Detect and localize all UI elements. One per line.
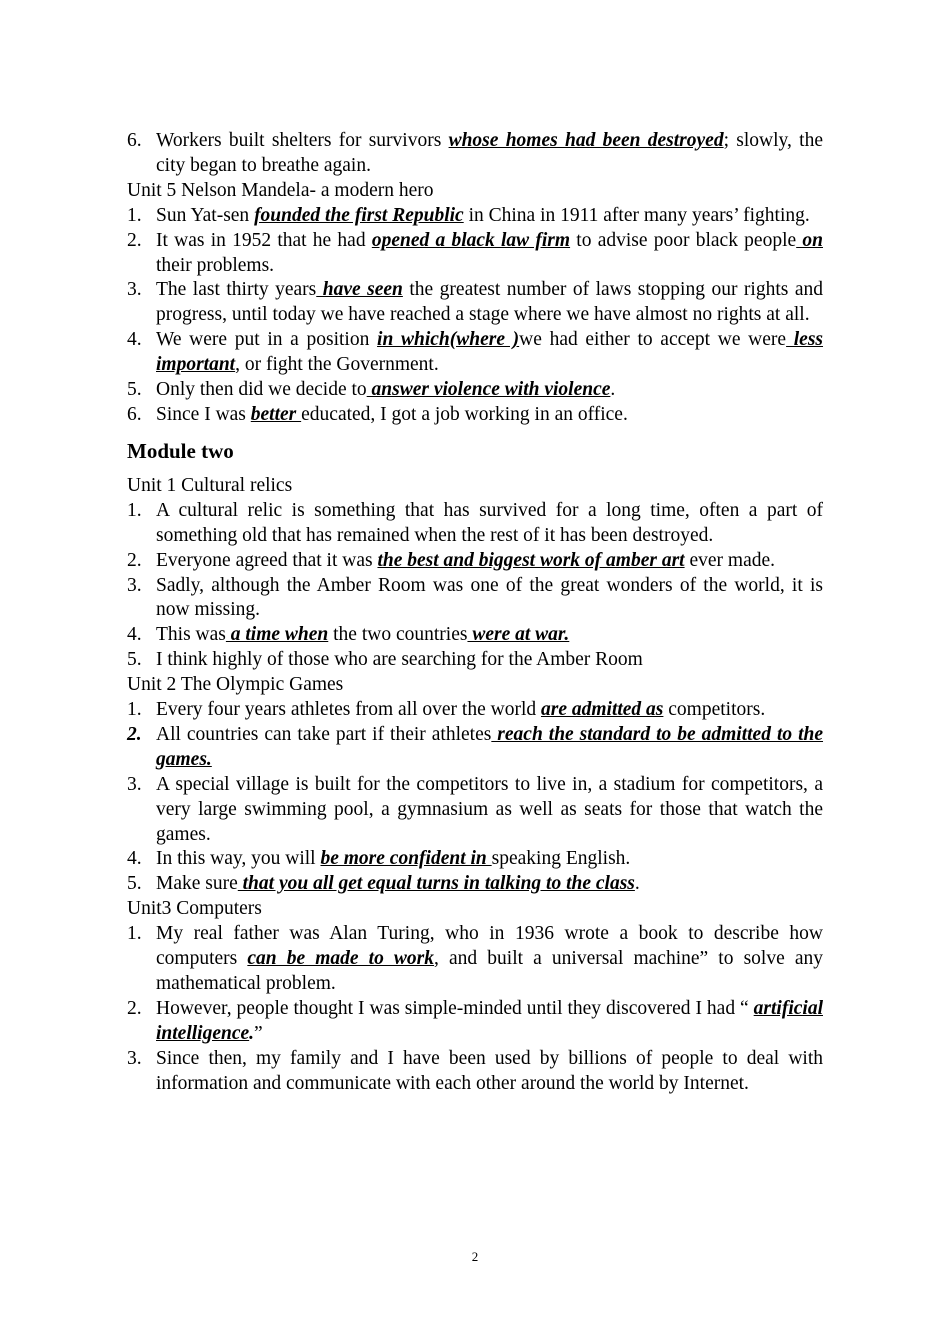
list-item: 5. I think highly of those who are searching for the Amber Room (127, 648, 823, 673)
key-phrase: that you all get equal turns in talking to the class (237, 873, 635, 895)
list-item: 6. Since I was better educated, I got a job working in an office. (127, 403, 823, 428)
page-number: 2 (471, 1249, 479, 1264)
item-number: 3. (127, 279, 142, 301)
item-number: 4. (127, 329, 142, 351)
item-number: 2. (127, 723, 142, 745)
item-number: 5. (127, 379, 142, 401)
key-phrase: whose homes had been destroyed (448, 130, 724, 151)
key-phrase: the best and biggest work of amber art (377, 549, 685, 571)
item-number: 2. (127, 549, 142, 571)
list-item: 5. Only then did we decide to answer violence with violence. (127, 378, 823, 403)
list-item: 3. Since then, my family and I have been used by billions of people to deal with information and communicate with each other around the world by Internet. (127, 1047, 823, 1094)
unit-3-title: Unit3 Computers (127, 898, 262, 920)
unit-1-title: Unit 1 Cultural relics (127, 474, 293, 496)
item-number: 6. (127, 130, 142, 151)
key-phrase: answer violence with violence (366, 379, 611, 401)
list-item: 2. However, people thought I was simple-minded until they discovered I had “ artificial intelligence.” (127, 997, 823, 1044)
unit-2-title: Unit 2 The Olympic Games (127, 674, 344, 696)
unit-5-title: Unit 5 Nelson Mandela- a modern hero (127, 179, 434, 201)
list-item: 5. Make sure that you all get equal turns in talking to the class. (127, 872, 823, 897)
item-number: 1. (127, 699, 142, 721)
module-heading: Module two (127, 438, 234, 463)
key-phrase: reach the standard to be admitted to the games. (156, 723, 824, 770)
key-phrase: better (250, 403, 302, 425)
item-number: 3. (127, 1047, 142, 1069)
key-phrase: in which(where ) (377, 329, 520, 351)
key-phrase: opened a black law firm (371, 229, 571, 251)
list-item: 1. My real father was Alan Turing, who in 1936 wrote a book to describe how computers can be made to work, and built a universal machine” to solve any mathematical problem. (127, 923, 824, 994)
item-number: 2. (127, 997, 142, 1019)
item-number: 5. (127, 649, 142, 671)
list-item: 1. Every four years athletes from all over the world are admitted as competitors. (127, 698, 823, 723)
key-phrase: be more confident in (320, 848, 492, 870)
item-number: 1. (127, 923, 142, 945)
list-item: 6. Workers built shelters for survivors whose homes had been destroyed; slowly, the city began to breathe again. (127, 130, 823, 176)
item-number: 1. (127, 204, 142, 226)
list-item: 1. A cultural relic is something that has survived for a long time, often a part of something old that has remained when the rest of it has been destroyed. (127, 499, 823, 546)
list-item: 4. This was a time when the two countries were at war. (127, 623, 823, 648)
key-phrase: a time when (225, 624, 329, 646)
key-phrase: can be made to work (247, 948, 435, 970)
key-phrase: on (796, 229, 823, 251)
key-phrase: are admitted as (540, 699, 664, 721)
item-number: 4. (127, 848, 142, 870)
list-item: 2. Everyone agreed that it was the best and biggest work of amber art ever made. (127, 549, 823, 574)
list-item: 4. In this way, you will be more confident in speaking English. (127, 847, 823, 872)
key-phrase: founded the first Republic (254, 204, 464, 226)
document-body (127, 129, 823, 1097)
item-number: 3. (127, 574, 142, 596)
list-item: 2. It was in 1952 that he had opened a black law firm to advise poor black people on their problems. (127, 229, 823, 276)
list-item: 3. The last thirty years have seen the greatest number of laws stopping our rights and progress, until today we have reached a stage where we have almost no rights at all. (127, 279, 823, 326)
list-item: 3. Sadly, although the Amber Room was one of the great wonders of the world, it is now missing. (127, 574, 823, 621)
list-item: 3. A special village is built for the competitors to live in, a stadium for competitors, a very large swimming pool, a gymnasium as well as seats for those that watch the games. (127, 773, 823, 845)
item-number: 2. (127, 229, 142, 251)
key-phrase: less important (156, 329, 824, 376)
item-number: 4. (127, 624, 142, 646)
list-item: 1. Sun Yat-sen founded the first Republic in China in 1911 after many years’ fighting. (127, 204, 823, 229)
item-number: 1. (127, 499, 142, 521)
key-phrase: artificial intelligence (156, 997, 823, 1044)
item-number: 3. (127, 773, 142, 795)
key-phrase: have seen (316, 279, 403, 301)
list-item: 2. All countries can take part if their athletes reach the standard to be admitted to the games. (127, 723, 824, 770)
item-number: 6. (127, 403, 142, 425)
list-item: 4. We were put in a position in which(where )we had either to accept we were less important, or fight the Government. (127, 329, 824, 376)
key-phrase: were at war. (467, 624, 570, 646)
item-number: 5. (127, 873, 142, 895)
